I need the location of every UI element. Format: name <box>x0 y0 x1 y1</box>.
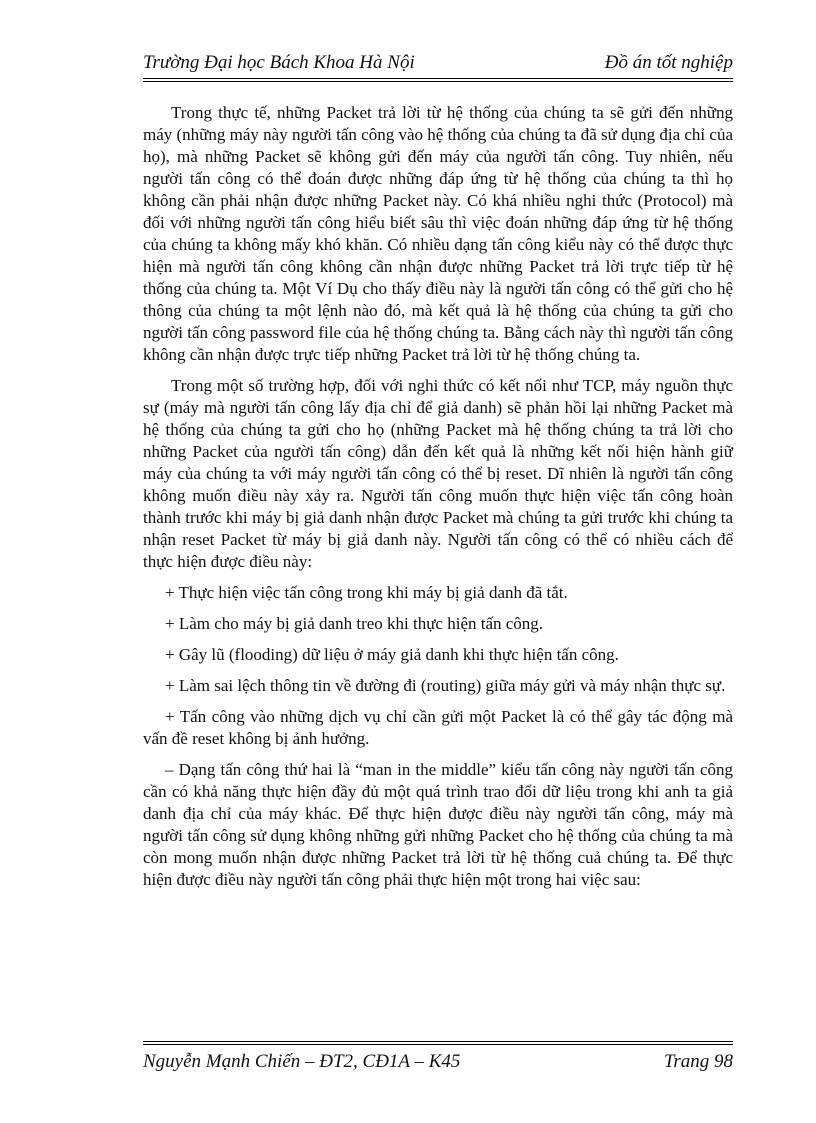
page-footer <box>143 1044 733 1073</box>
paragraph: Trong thực tế, những Packet trả lời từ hệ thống của chúng ta sẽ gửi đến những máy (những máy này người tấn công vào hệ thống của chúng ta đã sử dụng địa chỉ của họ), mà những Packet sẽ không gửi đến máy của người tấn công. Tuy nhiên, nếu người tấn công có thể đoán được những đáp ứng từ hệ thống của chúng ta thì họ không cần phải nhận được những Packet này. Có khá nhiều nghi thức (Protocol) mà đối với những người tấn công hiểu biết sâu thì việc đoán những đáp ứng từ hệ thống của chúng ta không mấy khó khăn. Có nhiều dạng tấn công kiểu này có thể được thực hiện mà người tấn công không cần nhận được những Packet trả lời trực tiếp từ hệ thống của chúng ta. Một Ví Dụ cho thấy điều này là người tấn công có thể gửi cho hệ thông của chúng ta một lệnh nào đó, mà kết quả là hệ thống của chúng ta gửi cho người tấn công password file của hệ thống chúng ta. Bằng cách này thì người tấn công không cần nhận được trực tiếp những Packet trả lời từ hệ thống chúng ta. <box>143 103 733 364</box>
header-document-type: Đồ án tốt nghiệp <box>604 52 733 73</box>
list-item: + Làm sai lệch thông tin về đường đi (routing) giữa máy gửi và máy nhận thực sự. <box>165 676 726 695</box>
list-item: + Làm cho máy bị giả danh treo khi thực hiện tấn công. <box>165 614 544 633</box>
list-item: + Thực hiện việc tấn công trong khi máy bị giả danh đã tắt. <box>165 583 568 602</box>
page-body <box>143 102 733 900</box>
closing-paragraph: – Dạng tấn công thứ hai là “man in the middle” kiểu tấn công này người tấn công cần có khả năng thực hiện đầy đủ một quá trình trao đổi dữ liệu trong khi anh ta giả danh địa chỉ của máy khác. Để thực hiện được điều này người tấn công, máy mà người tấn công sử dụng không những gửi những Packet cho hệ thống của chúng ta mà còn mong muốn nhận được những Packet trả lời từ hệ thống cuả chúng ta. Để thực hiện được điều này người tấn công phải thực hiện một trong hai việc sau: <box>143 760 733 889</box>
page-number: Trang 98 <box>663 1051 733 1072</box>
list-item: + Gây lũ (flooding) dữ liệu ở máy giả danh khi thực hiện tấn công. <box>165 645 619 664</box>
page-header <box>143 52 733 79</box>
paragraph: Trong một số trường hợp, đối với nghi thức có kết nối như TCP, máy nguồn thực sự (máy mà người tấn công lấy địa chỉ để giả danh) sẽ phản hồi lại những Packet mà hệ thống của chúng ta gửi cho họ (những Packet mà hệ thống chúng ta trả lời cho những Packet của người tấn công) dẫn đến kết quả là những kết nối hiện hành giữ máy của chúng ta với máy người tấn công có thể bị reset. Dĩ nhiên là người tấn công không muốn điều này xảy ra. Người tấn công muốn thực hiện việc tấn công hoàn thành trước khi máy bị giả danh nhận được Packet mà chúng ta gửi trước khi chúng ta nhận reset Packet từ máy bị giả danh này. Người tấn công có thể có nhiều cách để thực hiện được điều này: <box>143 376 733 571</box>
header-institution: Trường Đại học Bách Khoa Hà Nội <box>143 52 415 73</box>
list-item: + Tấn công vào những dịch vụ chỉ cần gửi một Packet là có thể gây tác động mà vấn đề reset không bị ảnh hưởng. <box>143 707 733 748</box>
footer-author: Nguyễn Mạnh Chiến – ĐT2, CĐ1A – K45 <box>143 1051 461 1072</box>
